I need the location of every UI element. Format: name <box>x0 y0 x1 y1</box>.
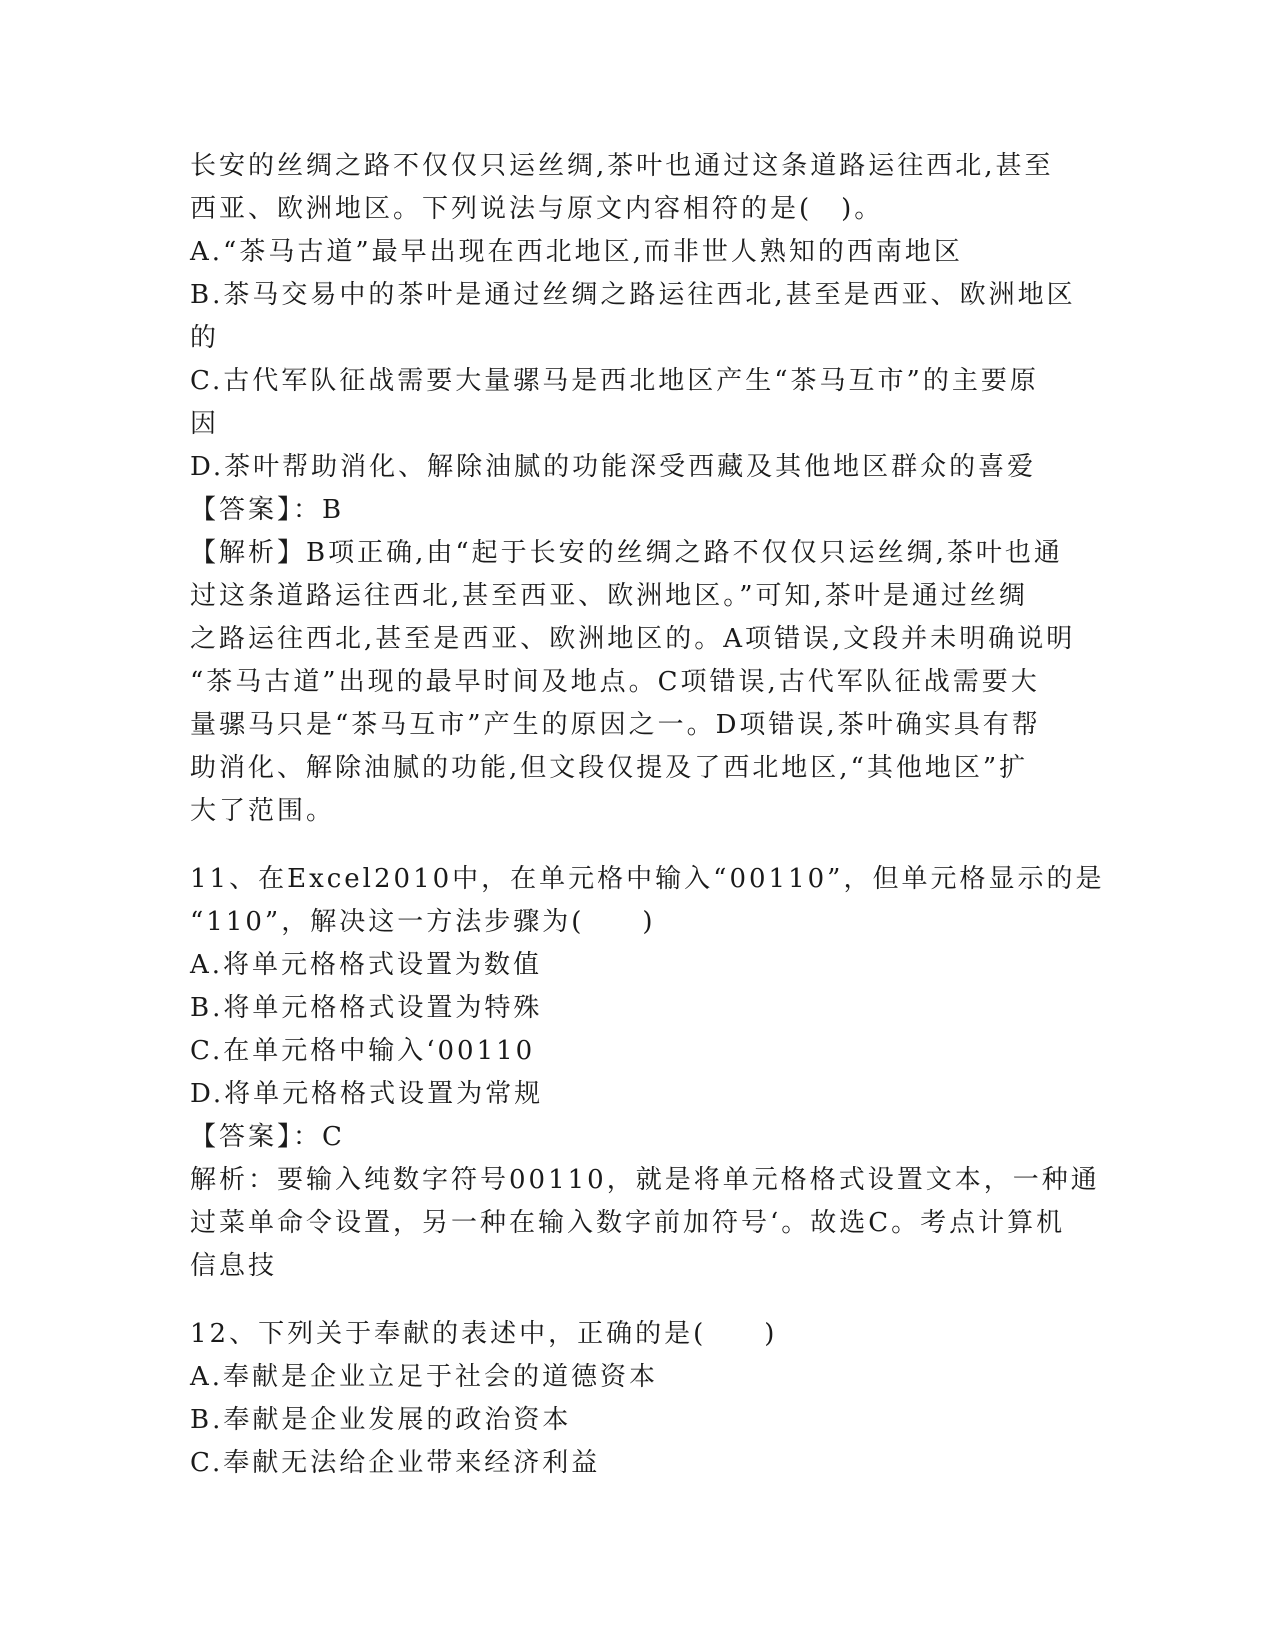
question-spacer <box>190 833 1090 858</box>
option-b: B.将单元格格式设置为特殊 <box>190 993 543 1023</box>
analysis-line: 之路运往西北,甚至是西亚、欧洲地区的。A项错误,文段并未明确说明 <box>190 624 1076 654</box>
option-d: D.将单元格格式设置为常规 <box>190 1079 544 1109</box>
question-10 <box>190 145 1090 833</box>
option-b: B.奉献是企业发展的政治资本 <box>190 1405 572 1435</box>
option-a: A.将单元格格式设置为数值 <box>190 950 543 980</box>
question-stem-line: 12、下列关于奉献的表述中，正确的是( ) <box>190 1319 778 1349</box>
option-b: B.茶马交易中的茶叶是通过丝绸之路运往西北,甚至是西亚、欧洲地区 <box>190 280 1076 310</box>
question-stem-line: 西亚、欧洲地区。下列说法与原文内容相符的是( )。 <box>190 194 884 224</box>
analysis-line: “茶马古道”出现的最早时间及地点。C项错误,古代军队征战需要大 <box>190 667 1040 697</box>
option-c: C.古代军队征战需要大量骡马是西北地区产生“茶马互市”的主要原 <box>190 366 1039 396</box>
analysis-line: 助消化、解除油腻的功能,但文段仅提及了西北地区,“其他地区”扩 <box>190 753 1029 783</box>
answer-line: 【答案】：B <box>190 495 345 525</box>
option-d: D.茶叶帮助消化、解除油腻的功能深受西藏及其他地区群众的喜爱 <box>190 452 1037 482</box>
analysis-line: 解析：要输入纯数字符号00110，就是将单元格格式设置文本，一种通 <box>190 1165 1100 1195</box>
option-c: C.在单元格中输入‘00110 <box>190 1036 536 1066</box>
option-b-continued: 的 <box>190 323 220 353</box>
answer-line: 【答案】：C <box>190 1122 345 1152</box>
question-stem-line: “110”，解决这一方法步骤为( ) <box>190 907 656 937</box>
question-11 <box>190 858 1105 1288</box>
document-page <box>190 145 1105 1485</box>
option-a: A.奉献是企业立足于社会的道德资本 <box>190 1362 659 1392</box>
analysis-line: 信息技 <box>190 1251 278 1281</box>
analysis-line: 大了范围。 <box>190 796 336 826</box>
analysis-line: 量骡马只是“茶马互市”产生的原因之一。D项错误,茶叶确实具有帮 <box>190 710 1041 740</box>
option-c: C.奉献无法给企业带来经济利益 <box>190 1448 601 1478</box>
analysis-line: 【解析】B项正确,由“起于长安的丝绸之路不仅仅只运丝绸,茶叶也通 <box>190 538 1063 568</box>
question-stem-line: 11、在Excel2010中，在单元格中输入“00110”，但单元格显示的是 <box>190 864 1105 894</box>
question-stem-line: 长安的丝绸之路不仅仅只运丝绸,茶叶也通过这条道路运往西北,甚至 <box>190 151 1054 181</box>
question-spacer <box>190 1288 1090 1313</box>
option-a: A.“茶马古道”最早出现在西北地区,而非世人熟知的西南地区 <box>190 237 963 267</box>
question-12 <box>190 1313 1090 1485</box>
analysis-line: 过菜单命令设置，另一种在输入数字前加符号‘。故选C。考点计算机 <box>190 1208 1066 1238</box>
analysis-line: 过这条道路运往西北,甚至西亚、欧洲地区。”可知,茶叶是通过丝绸 <box>190 581 1028 611</box>
option-c-continued: 因 <box>190 409 220 439</box>
